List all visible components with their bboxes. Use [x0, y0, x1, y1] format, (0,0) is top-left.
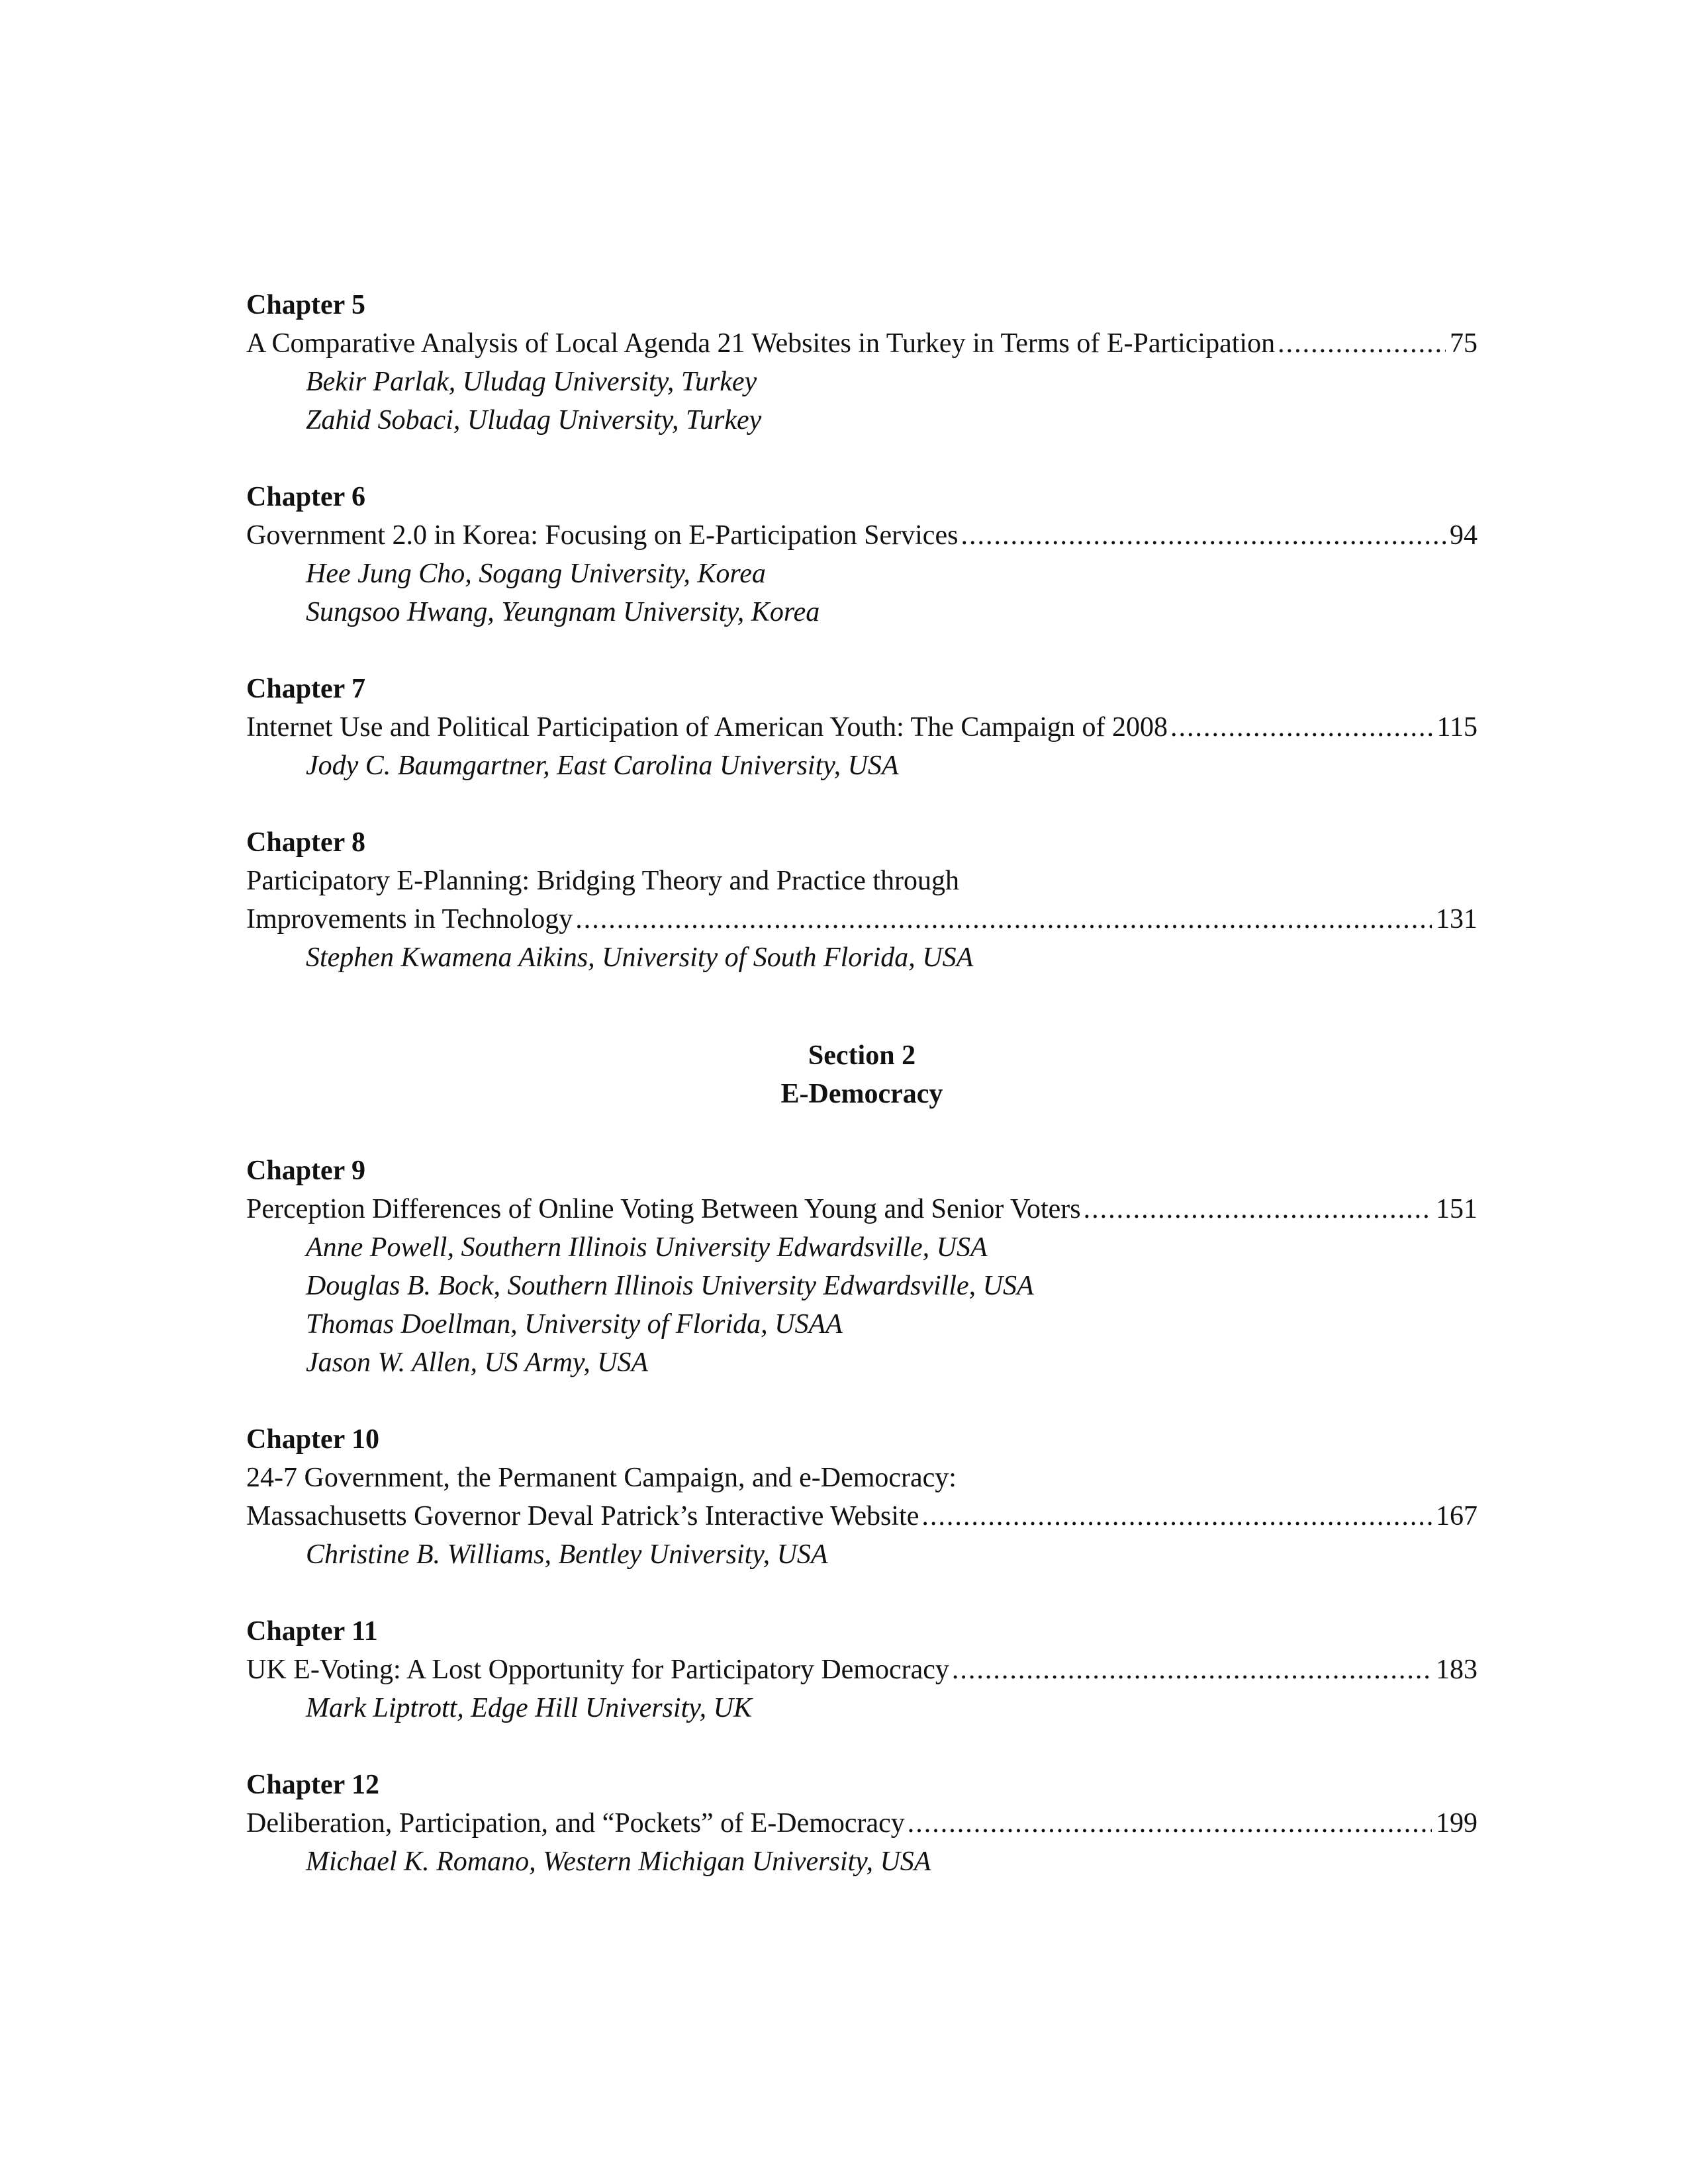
chapter-title: Internet Use and Political Participation of American Youth: The Campaign of 2008: [246, 712, 1168, 743]
chapter-label: Chapter 9: [246, 1156, 366, 1186]
author-affiliation: Jody C. Baumgartner, East Carolina University, USA: [306, 751, 899, 781]
dot-leader: [908, 1804, 1432, 1843]
page-number: 75: [1450, 328, 1477, 359]
toc-part-1: [246, 286, 1477, 977]
author-affiliation: Hee Jung Cho, Sogang University, Korea: [306, 559, 766, 589]
page-number: 151: [1436, 1194, 1477, 1224]
chapter-title: Government 2.0 in Korea: Focusing on E-Participation Services: [246, 520, 959, 551]
author-affiliation: Christine B. Williams, Bentley University, USA: [306, 1539, 828, 1570]
chapter-label: Chapter 5: [246, 290, 366, 320]
author-affiliation: Jason W. Allen, US Army, USA: [306, 1347, 649, 1378]
dot-leader: [1278, 324, 1446, 363]
dot-leader: [952, 1651, 1432, 1689]
dot-leader: [575, 900, 1432, 938]
author-affiliation: Thomas Doellman, University of Florida, USAA: [306, 1309, 843, 1340]
author-affiliation: Douglas B. Bock, Southern Illinois University Edwardsville, USA: [306, 1271, 1034, 1301]
chapter-title: Improvements in Technology: [246, 904, 573, 934]
dot-leader: [1084, 1190, 1432, 1228]
chapter-title-row: [246, 900, 1477, 938]
toc-entry: [246, 1766, 1477, 1881]
section-number: Section 2: [808, 1040, 916, 1071]
chapter-title: A Comparative Analysis of Local Agenda 21 Websites in Turkey in Terms of E-Participation: [246, 328, 1276, 359]
chapter-title: UK E-Voting: A Lost Opportunity for Participatory Democracy: [246, 1655, 949, 1685]
dot-leader: [1170, 708, 1433, 747]
page-number: 94: [1450, 520, 1477, 551]
page-number: 131: [1436, 904, 1477, 934]
dot-leader: [921, 1497, 1432, 1535]
chapter-title: Perception Differences of Online Voting Between Young and Senior Voters: [246, 1194, 1081, 1224]
author-affiliation: Zahid Sobaci, Uludag University, Turkey: [306, 405, 762, 435]
chapter-title-row: [246, 1651, 1477, 1689]
chapter-label: Chapter 10: [246, 1424, 380, 1455]
toc-entry: [246, 670, 1477, 785]
author-affiliation: Mark Liptrott, Edge Hill University, UK: [306, 1693, 752, 1723]
toc-entry: [246, 286, 1477, 439]
page-number: 115: [1436, 712, 1477, 743]
page-number: 183: [1436, 1655, 1477, 1685]
chapter-title-row: [246, 1497, 1477, 1535]
author-affiliation: Anne Powell, Southern Illinois University Edwardsville, USA: [306, 1232, 988, 1263]
section-title: E-Democracy: [780, 1079, 943, 1109]
chapter-label: Chapter 11: [246, 1616, 378, 1647]
chapter-title-row: [246, 1804, 1477, 1843]
author-affiliation: Stephen Kwamena Aikins, University of South Florida, USA: [306, 942, 974, 973]
chapter-title-row: [246, 708, 1477, 747]
author-affiliation: Bekir Parlak, Uludag University, Turkey: [306, 367, 757, 397]
author-affiliation: Sungsoo Hwang, Yeungnam University, Korea: [306, 597, 820, 627]
toc-entry: [246, 1152, 1477, 1382]
chapter-label: Chapter 8: [246, 827, 366, 858]
chapter-title-line: 24-7 Government, the Permanent Campaign, and e-Democracy:: [246, 1463, 957, 1493]
chapter-label: Chapter 6: [246, 482, 366, 512]
toc-entry: [246, 1612, 1477, 1727]
toc-part-2: [246, 1152, 1477, 1881]
chapter-title-row: [246, 324, 1477, 363]
chapter-title: Massachusetts Governor Deval Patrick’s Interactive Website: [246, 1501, 919, 1531]
page-number: 167: [1436, 1501, 1477, 1531]
toc-entry: [246, 478, 1477, 631]
section-heading: [246, 1036, 1477, 1113]
author-affiliation: Michael K. Romano, Western Michigan University, USA: [306, 1846, 931, 1877]
chapter-title-row: [246, 516, 1477, 555]
chapter-label: Chapter 12: [246, 1770, 380, 1800]
chapter-title-line: Participatory E-Planning: Bridging Theory and Practice through: [246, 866, 959, 896]
chapter-title: Deliberation, Participation, and “Pockets” of E-Democracy: [246, 1808, 905, 1839]
table-of-contents: [246, 286, 1477, 1919]
toc-entry: [246, 1420, 1477, 1574]
dot-leader: [961, 516, 1446, 555]
chapter-title-row: [246, 1190, 1477, 1228]
chapter-label: Chapter 7: [246, 674, 366, 704]
page-number: 199: [1436, 1808, 1477, 1839]
toc-entry: [246, 823, 1477, 977]
